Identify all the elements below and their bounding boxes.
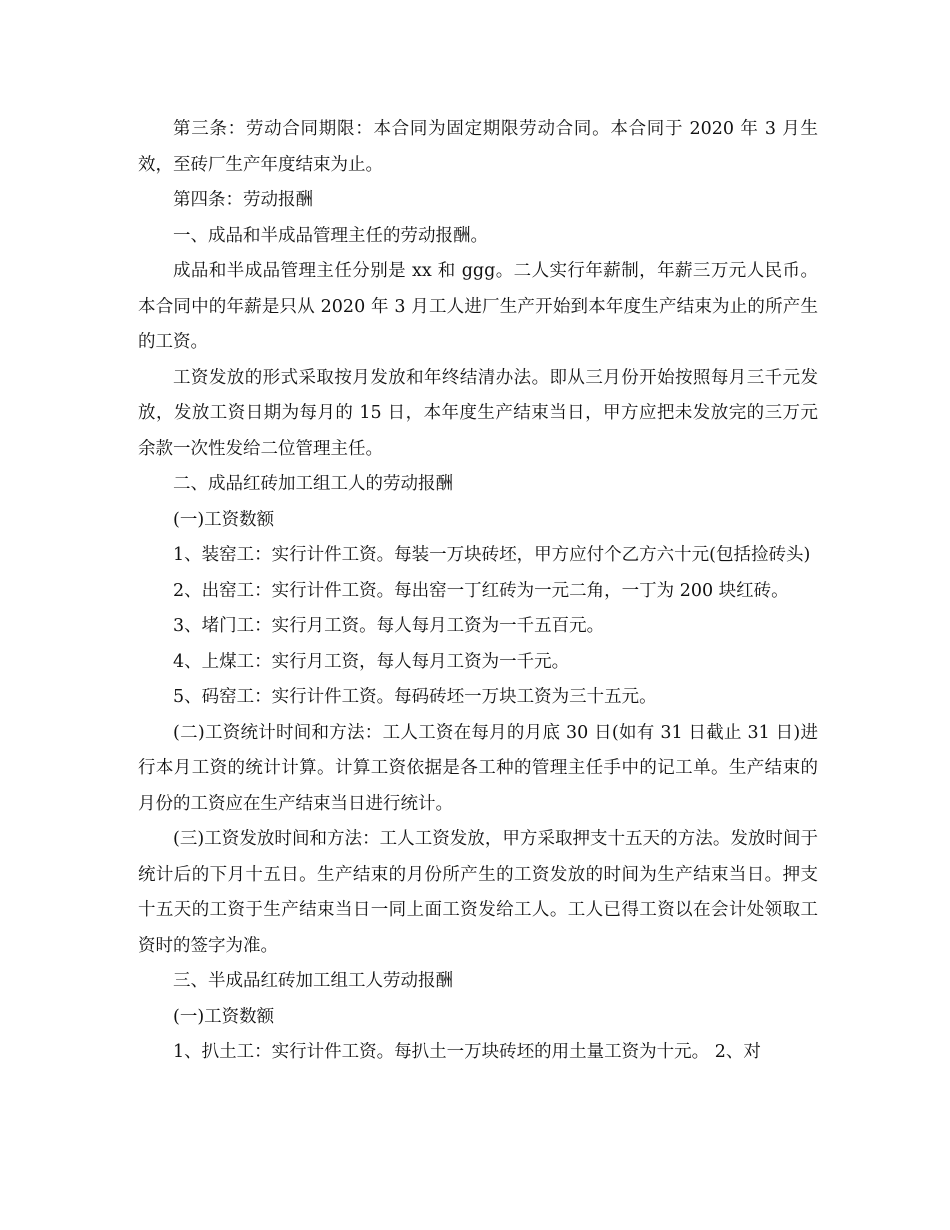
wage-item-kiln-unloader: 2、出窑工：实行计件工资。每出窑一丁红砖为一元二角，一丁为 200 块红砖。 — [173, 580, 789, 601]
section-2-subheading-wage-amount: (一)工资数额 — [173, 509, 275, 530]
wage-item-coal-feeder: 4、上煤工：实行月工资，每人每月工资为一千元。 — [173, 651, 570, 672]
section-3-heading: 三、半成品红砖加工组工人劳动报酬 — [173, 971, 453, 991]
wage-item-door-sealer: 3、堵门工：实行月工资。每人每月工资为一千五百元。 — [173, 616, 605, 636]
wage-item-kiln-stacker: 5、码窑工：实行计件工资。每码砖坯一万块工资为三十五元。 — [173, 687, 657, 707]
clause-3-term: 第三条：劳动合同期限：本合同为固定期限劳动合同。本合同于 2020 年 3 月生效，至砖厂生产年度结束为止。 — [138, 119, 818, 175]
wage-item-kiln-loader: 1、装窑工：实行计件工资。每装一万块砖坯，甲方应付个乙方六十元(包括捡砖头) — [173, 545, 811, 565]
section-1-payment-paragraph: 工资发放的形式采取按月发放和年终结清办法。即从三月份开始按照每月三千元发放，发放工资日期为每月的 15 日，本年度生产结束当日，甲方应把未发放完的三万元余款一次性发给二位管理主任。 — [138, 367, 818, 459]
section-2-heading: 二、成品红砖加工组工人的劳动报酬 — [173, 474, 453, 494]
section-1-salary-paragraph: 成品和半成品管理主任分别是 xx 和 ggg。二人实行年薪制，年薪三万元人民币。本合同中的年薪是只从 2020 年 3 月工人进厂生产开始到本年度生产结束为止的所产生的工资。 — [138, 261, 818, 352]
section-2-wage-payment: (三)工资发放时间和方法：工人工资发放，甲方采取押支十五天的方法。发放时间于统计后的下月十五日。生产结束的月份所产生的工资发放的时间为生产结束当日。押支十五天的工资于生产结束当日一同上面工资发给工人。工人已得工资以在会计处领取工资时的签字为准。 — [138, 829, 818, 956]
section-2-wage-statistics: (二)工资统计时间和方法：工人工资在每月的月底 30 日(如有 31 日截止 31 日)进行本月工资的统计计算。计算工资依据是各工种的管理主任手中的记工单。生产结束的月份的工资应在生产结束当日进行统计。 — [138, 722, 818, 814]
clause-4-heading: 第四条：劳动报酬 — [173, 190, 313, 210]
section-3-subheading-wage-amount: (一)工资数额 — [173, 1006, 275, 1027]
document-body — [138, 112, 818, 1071]
section-1-heading: 一、成品和半成品管理主任的劳动报酬。 — [173, 225, 488, 246]
wage-item-soil-digger: 1、扒土工：实行计件工资。每扒土一万块砖坯的用土量工资为十元。 2、对 — [173, 1042, 761, 1062]
